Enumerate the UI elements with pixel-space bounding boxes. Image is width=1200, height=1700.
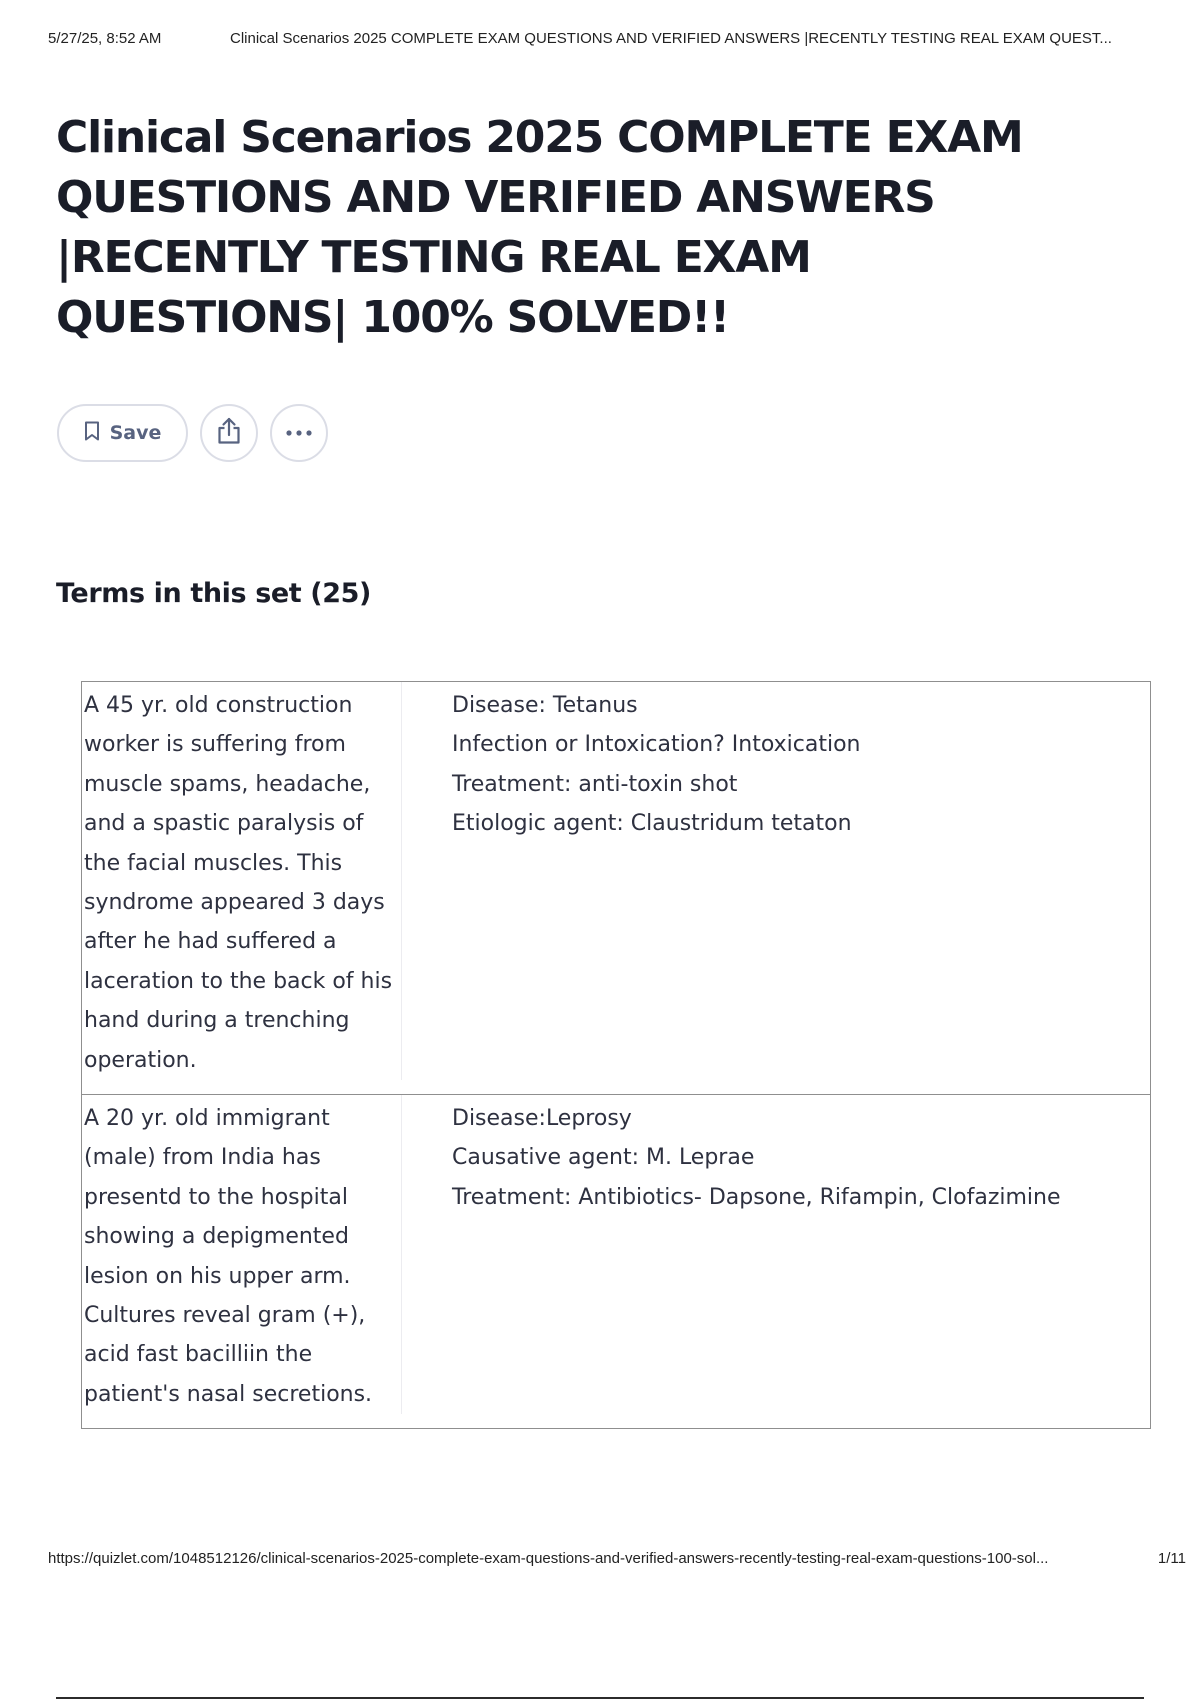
definition-line: Treatment: Antibiotics- Dapsone, Rifampin, Clofazimine — [452, 1184, 1061, 1210]
definition-text — [402, 682, 1102, 1094]
page-url: https://quizlet.com/1048512126/clinical-scenarios-2025-complete-exam-questions-and-verified-answers-recently-testing-real-exam-questions-100-sol... — [48, 1550, 1049, 1567]
print-header — [48, 30, 1186, 50]
term-row — [82, 682, 1150, 1095]
terms-heading: Terms in this set (25) — [56, 578, 371, 609]
definition-line: Etiologic agent: Claustridum tetaton — [452, 811, 852, 837]
definition-line: Disease: Tetanus — [452, 693, 638, 718]
bookmark-icon — [84, 421, 100, 446]
print-document-title: Clinical Scenarios 2025 COMPLETE EXAM QUESTIONS AND VERIFIED ANSWERS |RECENTLY TESTING REAL EXAM QUEST... — [230, 30, 1112, 47]
term-text: A 20 yr. old immigrant (male) from India has presentd to the hospital showing a depigmented lesion on his upper arm. Cultures reveal gram (+), acid fast bacilliin the patient's nasal secretions. — [82, 1095, 402, 1414]
save-button[interactable] — [57, 404, 188, 462]
definition-line: Causative agent: M. Leprae — [452, 1145, 755, 1171]
definition-line: Infection or Intoxication? Intoxication — [452, 732, 861, 758]
divider — [56, 1697, 1144, 1699]
share-button[interactable] — [200, 404, 258, 462]
set-actions — [57, 403, 328, 463]
share-icon — [216, 417, 242, 450]
definition-text — [402, 1095, 1102, 1428]
more-options-button[interactable] — [270, 404, 328, 462]
save-button-label: Save — [109, 422, 162, 444]
page-number: 1/11 — [1157, 1550, 1186, 1567]
page-title: Clinical Scenarios 2025 COMPLETE EXAM QUESTIONS AND VERIFIED ANSWERS |RECENTLY TESTING REAL EXAM QUESTIONS| 100% SOLVED!! — [56, 112, 1023, 343]
print-datetime: 5/27/25, 8:52 AM — [48, 30, 162, 47]
definition-line: Treatment: anti-toxin shot — [452, 771, 738, 797]
definition-line: Disease:Leprosy — [452, 1106, 632, 1131]
term-row — [82, 1095, 1150, 1428]
more-icon — [285, 424, 313, 442]
term-text: A 45 yr. old construction worker is suffering from muscle spams, headache, and a spastic paralysis of the facial muscles. This syndrome appeared 3 days after he had suffered a laceration to the back of his hand during a trenching operation. — [82, 682, 402, 1080]
terms-table — [81, 681, 1151, 1429]
